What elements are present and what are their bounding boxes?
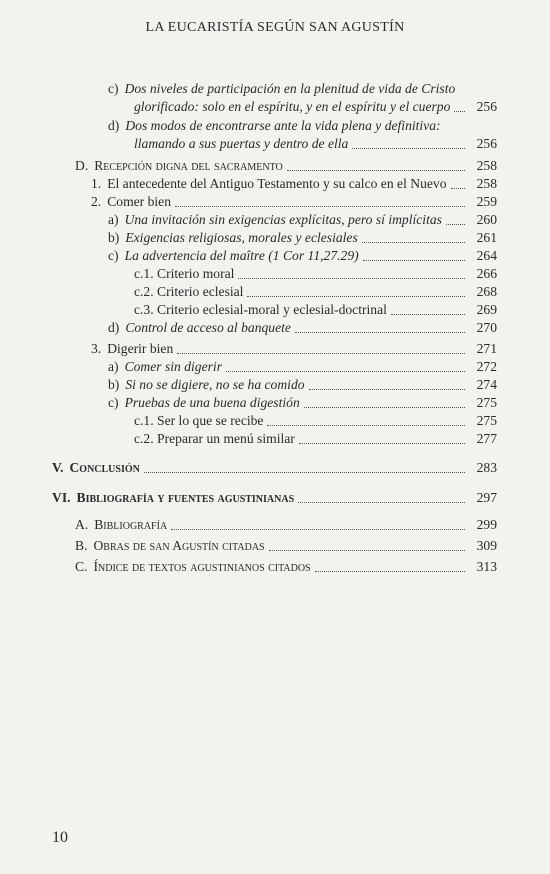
toc-entry-D2[interactable] [91, 193, 497, 211]
toc-entry-D2c[interactable] [108, 247, 497, 265]
entry-number: D. [75, 158, 89, 173]
entry-page: 313 [476, 559, 497, 574]
dot-leader [177, 353, 465, 354]
entry-number: b) [108, 377, 120, 392]
entry-page: 277 [476, 431, 497, 446]
entry-title-line2: glorificado: solo en el espíritu, y en el espíritu y el cuerpo [134, 99, 451, 114]
dot-leader [315, 571, 465, 572]
entry-title: Recepción digna del sacramento [94, 158, 283, 173]
dot-leader [352, 148, 465, 149]
toc-entry-D3b[interactable] [108, 376, 497, 394]
entry-page: 266 [476, 266, 497, 281]
entry-page: 264 [476, 248, 497, 263]
entry-title: c.1. Ser lo que se recibe [134, 413, 264, 428]
toc-entry-D1[interactable] [91, 175, 497, 193]
dot-leader [175, 206, 465, 207]
entry-page: 258 [476, 158, 497, 173]
dot-leader [451, 188, 466, 189]
page-number: 10 [52, 829, 68, 846]
entry-title: c.2. Criterio eclesial [134, 284, 244, 299]
entry-number: 1. [91, 176, 102, 191]
dot-leader [269, 550, 465, 551]
entry-number: c) [108, 395, 119, 410]
entry-page: 258 [476, 176, 497, 191]
entry-title: c.2. Preparar un menú similar [134, 431, 295, 446]
dot-leader [391, 314, 465, 315]
entry-title: Si no se digiere, no se ha comido [125, 377, 305, 392]
dot-leader [309, 389, 465, 390]
entry-number: A. [75, 517, 89, 532]
toc-entry-VI[interactable] [52, 489, 497, 507]
entry-title: Pruebas de una buena digestión [124, 395, 300, 410]
entry-title: c.1. Criterio moral [134, 266, 235, 281]
entry-number: a) [108, 359, 119, 374]
dot-leader [226, 371, 465, 372]
dot-leader [287, 170, 465, 171]
entry-page: 309 [476, 538, 497, 553]
entry-page: 269 [476, 302, 497, 317]
toc-entry-D2b[interactable] [108, 229, 497, 247]
toc-entry-D3a[interactable] [108, 358, 497, 376]
entry-title: Índice de textos agustinianos citados [93, 559, 311, 574]
entry-page: 261 [476, 230, 497, 245]
toc-entry-D3c2[interactable] [134, 430, 497, 448]
entry-page: 259 [476, 194, 497, 209]
entry-title: El antecedente del Antiguo Testamento y su calco en el Nuevo [107, 176, 447, 191]
dot-leader [247, 296, 465, 297]
entry-title-line2: llamando a sus puertas y dentro de ella [134, 136, 349, 151]
entry-title: Bibliografía y fuentes agustinianas [76, 490, 295, 505]
entry-page: 256 [476, 99, 497, 114]
entry-number: d) [108, 320, 120, 335]
entry-number: C. [75, 559, 88, 574]
entry-number: d) [108, 118, 120, 133]
entry-number: b) [108, 230, 120, 245]
toc-entry-D2a[interactable] [108, 211, 497, 229]
dot-leader [299, 443, 465, 444]
dot-leader [454, 111, 465, 112]
toc-entry-D2c1[interactable] [134, 265, 497, 283]
entry-page: 275 [476, 413, 497, 428]
dot-leader [363, 260, 465, 261]
toc-entry-D2d[interactable] [108, 319, 497, 337]
entry-page: 272 [476, 359, 497, 374]
toc-entry-c-niveles[interactable] [108, 80, 497, 116]
entry-page: 274 [476, 377, 497, 392]
entry-page: 271 [476, 341, 497, 356]
entry-page: 283 [476, 460, 497, 475]
dot-leader [171, 529, 465, 530]
entry-title: Control de acceso al banquete [125, 320, 291, 335]
dot-leader [362, 242, 465, 243]
toc-entry-V[interactable] [52, 459, 497, 477]
toc-entry-VIC[interactable] [75, 558, 497, 576]
entry-title: Bibliografía [94, 517, 168, 532]
entry-page: 297 [476, 490, 497, 505]
dot-leader [298, 502, 465, 503]
entry-page: 299 [476, 517, 497, 532]
toc-entry-d-modos[interactable] [108, 117, 497, 153]
toc-entry-D3[interactable] [91, 340, 497, 358]
dot-leader [295, 332, 465, 333]
entry-number: a) [108, 212, 119, 227]
entry-title-line1: Dos modos de encontrarse ante la vida plena y definitiva: [125, 118, 441, 133]
entry-page: 260 [476, 212, 497, 227]
dot-leader [267, 425, 465, 426]
toc-entry-D[interactable] [75, 157, 497, 175]
entry-title: Comer bien [107, 194, 172, 209]
entry-number: c) [108, 81, 119, 96]
entry-number: 3. [91, 341, 102, 356]
entry-title: Digerir bien [107, 341, 174, 356]
entry-number: 2. [91, 194, 102, 209]
toc-entry-D3c1[interactable] [134, 412, 497, 430]
entry-page: 270 [476, 320, 497, 335]
entry-title: Comer sin digerir [124, 359, 222, 374]
dot-leader [238, 278, 465, 279]
entry-page: 256 [476, 136, 497, 151]
entry-page: 275 [476, 395, 497, 410]
dot-leader [144, 472, 465, 473]
entry-number: VI. [52, 490, 71, 505]
entry-title: Obras de san Agustín citadas [93, 538, 265, 553]
entry-number: B. [75, 538, 88, 553]
entry-title: c.3. Criterio eclesial-moral y eclesial-doctrinal [134, 302, 387, 317]
entry-title-line1: Dos niveles de participación en la plenitud de vida de Cristo [124, 81, 456, 96]
toc-entry-VIA[interactable] [75, 516, 497, 534]
entry-number: c) [108, 248, 119, 263]
dot-leader [304, 407, 465, 408]
entry-title: Conclusión [69, 460, 140, 475]
entry-title: Una invitación sin exigencias explícitas, pero sí implícitas [124, 212, 442, 227]
toc-entry-VIB[interactable] [75, 537, 497, 555]
toc-entry-D2c3[interactable] [134, 301, 497, 319]
entry-number: V. [52, 460, 64, 475]
running-header: LA EUCARISTÍA SEGÚN SAN AGUSTÍN [145, 20, 405, 35]
toc-entry-D2c2[interactable] [134, 283, 497, 301]
entry-title: La advertencia del maître (1 Cor 11,27.29) [124, 248, 359, 263]
entry-page: 268 [476, 284, 497, 299]
dot-leader [446, 224, 465, 225]
toc-entry-D3c[interactable] [108, 394, 497, 412]
entry-title: Exigencias religiosas, morales y eclesiales [125, 230, 358, 245]
